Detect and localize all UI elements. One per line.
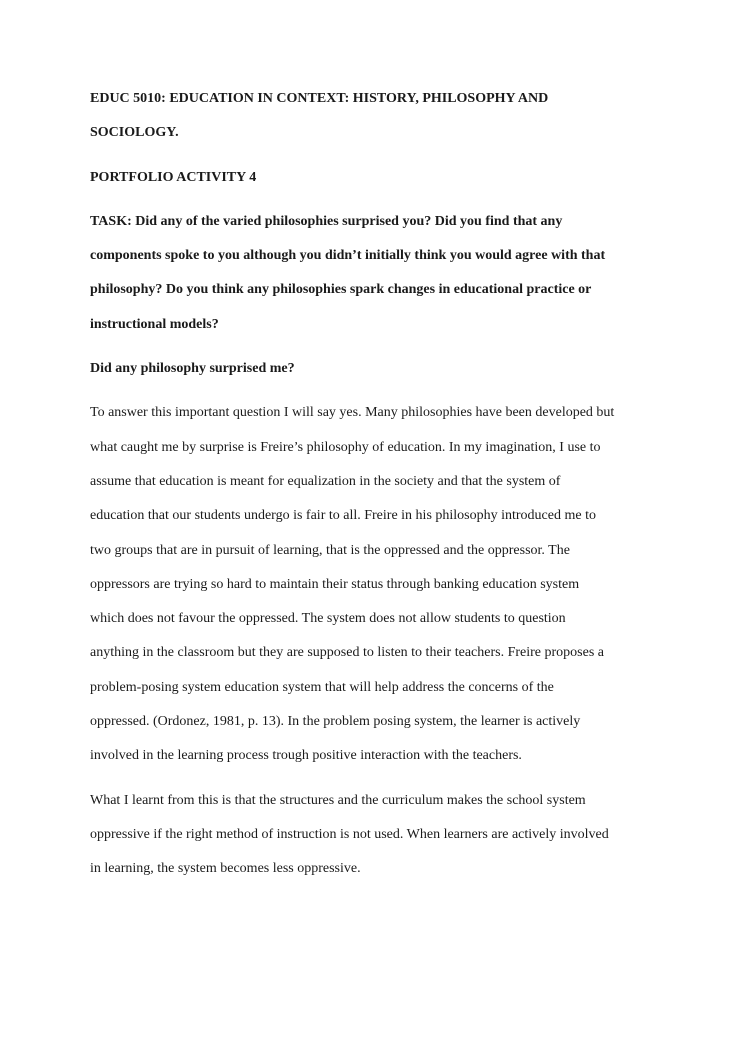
document-page xyxy=(90,82,655,887)
paragraph-line: education that our students undergo is fair to all. Freire in his philosophy introduced me to xyxy=(90,508,596,524)
paragraph-line: in learning, the system becomes less oppressive. xyxy=(90,861,361,877)
paragraph-1 xyxy=(90,396,655,773)
course-title-line: EDUC 5010: EDUCATION IN CONTEXT: HISTORY, PHILOSOPHY AND xyxy=(90,91,549,106)
paragraph-line: which does not favour the oppressed. The system does not allow students to question xyxy=(90,611,566,627)
paragraph-line: To answer this important question I will say yes. Many philosophies have been developed but xyxy=(90,405,615,421)
paragraph-2 xyxy=(90,784,655,887)
paragraph-line: what caught me by surprise is Freire’s philosophy of education. In my imagination, I use to xyxy=(90,439,601,455)
section-heading: Did any philosophy surprised me? xyxy=(90,361,295,377)
task-line: TASK: Did any of the varied philosophies surprised you? Did you find that any xyxy=(90,213,563,229)
task-line: instructional models? xyxy=(90,316,219,332)
paragraph-line: two groups that are in pursuit of learning, that is the oppressed and the oppressor. The xyxy=(90,542,570,558)
course-title xyxy=(90,82,655,151)
paragraph-line: problem-posing system education system that will help address the concerns of the xyxy=(90,679,554,695)
paragraph-line: involved in the learning process trough positive interaction with the teachers. xyxy=(90,748,522,764)
paragraph-line: anything in the classroom but they are supposed to listen to their teachers. Freire proposes a xyxy=(90,645,604,661)
paragraph-line: What I learnt from this is that the structures and the curriculum makes the school system xyxy=(90,792,586,808)
paragraph-line: assume that education is meant for equalization in the society and that the system of xyxy=(90,473,561,489)
paragraph-line: oppressive if the right method of instruction is not used. When learners are actively involved xyxy=(90,826,609,842)
paragraph-line: oppressed. (Ordonez, 1981, p. 13). In the problem posing system, the learner is actively xyxy=(90,714,581,730)
task-line: components spoke to you although you didn’t initially think you would agree with that xyxy=(90,248,606,264)
course-title-line: SOCIOLOGY. xyxy=(90,125,179,141)
task-prompt xyxy=(90,205,655,342)
paragraph-line: oppressors are trying so hard to maintain their status through banking education system xyxy=(90,576,580,592)
task-line: philosophy? Do you think any philosophies spark changes in educational practice or xyxy=(90,282,592,298)
activity-title: PORTFOLIO ACTIVITY 4 xyxy=(90,169,257,185)
